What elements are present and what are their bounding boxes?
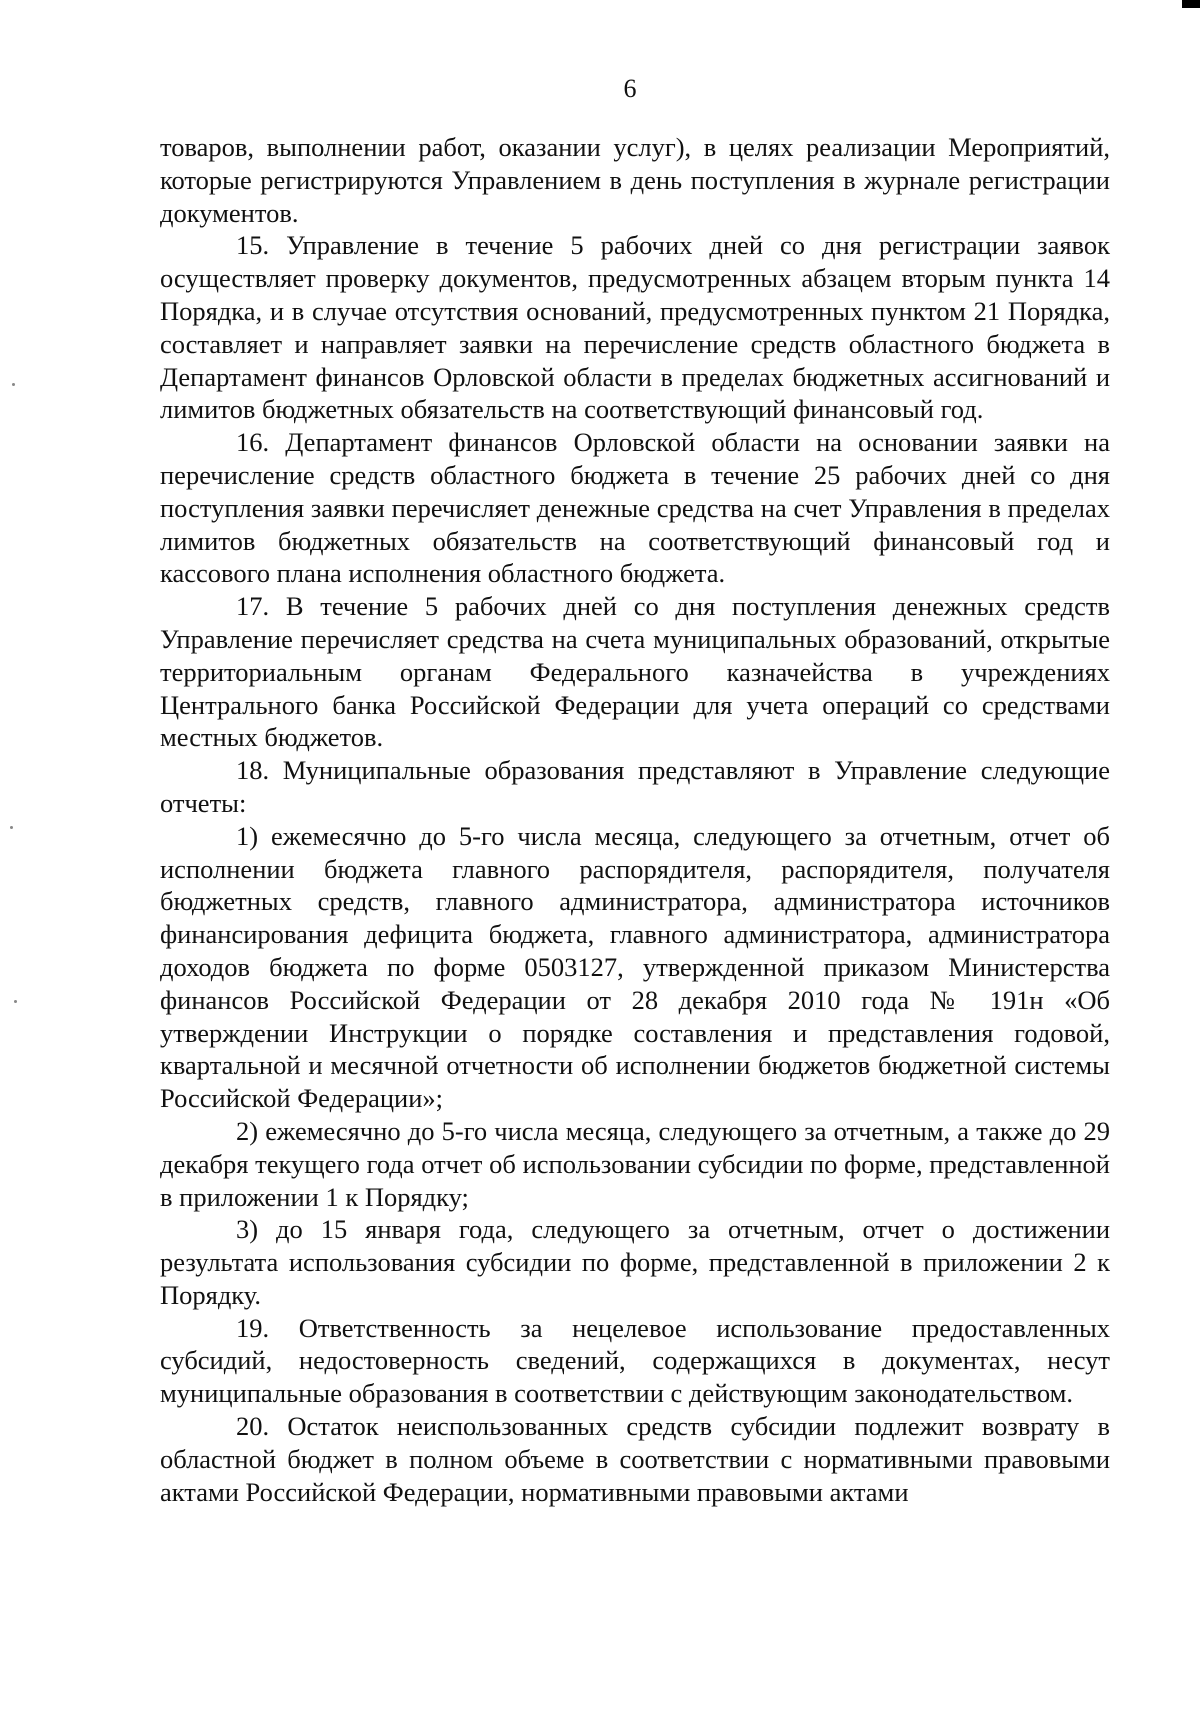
scan-margin-dot [10, 826, 13, 829]
paragraph-18-item-2: 2) ежемесячно до 5-го числа месяца, следующего за отчетным, а также до 29 декабря текущего года отчет об использовании субсидии по форме, представленной в приложении 1 к Порядку; [160, 1115, 1110, 1212]
scan-margin-dot [14, 1000, 17, 1003]
page-number: 6 [623, 74, 637, 103]
scan-corner-mark [1182, 0, 1200, 8]
paragraph-20: 20. Остаток неиспользованных средств субсидии подлежит возврату в областной бюджет в полном объеме в соответствии с нормативными правовыми актами Российской Федерации, нормативными правовыми актами [160, 1411, 1110, 1507]
paragraph-18-item-3: 3) до 15 января года, следующего за отчетным, отчет о достижении результата использования субсидии по форме, представленной в приложении 2 к Порядку. [160, 1214, 1110, 1310]
paragraph-17: 17. В течение 5 рабочих дней со дня поступления денежных средств Управление перечисляет средства на счета муниципальных образований, открытые территориальным органам Федерального казначейства в учреждениях Центрального банка Российской Федерации для учета операций со средствами местных бюджетов. [160, 591, 1110, 753]
paragraph-15: 15. Управление в течение 5 рабочих дней со дня регистрации заявок осуществляет проверку документов, предусмотренных абзацем вторым пункта 14 Порядка, и в случае отсутствия оснований, предусмотренных пунктом 21 Порядка, составляет и направляет заявки на перечисление средств областного бюджета в Департамент финансов Орловской области в пределах бюджетных ассигнований и лимитов бюджетных обязательств на соответствующий финансовый год. [160, 230, 1110, 425]
paragraph-16: 16. Департамент финансов Орловской области на основании заявки на перечисление средств областного бюджета в течение 25 рабочих дней со дня поступления заявки перечисляет денежные средства на счет Управления в пределах лимитов бюджетных обязательств на соответствующий финансовый год и кассового плана исполнения областного бюджета. [160, 427, 1110, 589]
paragraph-18-item-1: 1) ежемесячно до 5-го числа месяца, следующего за отчетным, отчет об исполнении бюджета главного распорядителя, распорядителя, получателя бюджетных средств, главного администратора, администратора источников финансирования дефицита бюджета, главного администратора, администратора доходов бюджета по форме 0503127, утвержденной приказом Министерства финансов Российской Федерации от 28 декабря 2010 года № 191н «Об утверждении Инструкции о порядке составления и представления годовой, квартальной и месячной отчетности об исполнении бюджетов бюджетной системы Российской Федерации»; [160, 820, 1110, 1114]
paragraph-19: 19. Ответственность за нецелевое использование предоставленных субсидий, недостоверность сведений, содержащихся в документах, несут муниципальные образования в соответствии с действующим законодательством. [160, 1312, 1110, 1409]
scan-margin-dot [12, 383, 15, 386]
paragraph-18: 18. Муниципальные образования представляют в Управление следующие отчеты: [160, 755, 1110, 818]
paragraph-continuation: товаров, выполнении работ, оказании услуг), в целях реализации Мероприятий, которые регистрируются Управлением в день поступления в журнале регистрации документов. [160, 132, 1110, 228]
document-body [160, 131, 1110, 1508]
